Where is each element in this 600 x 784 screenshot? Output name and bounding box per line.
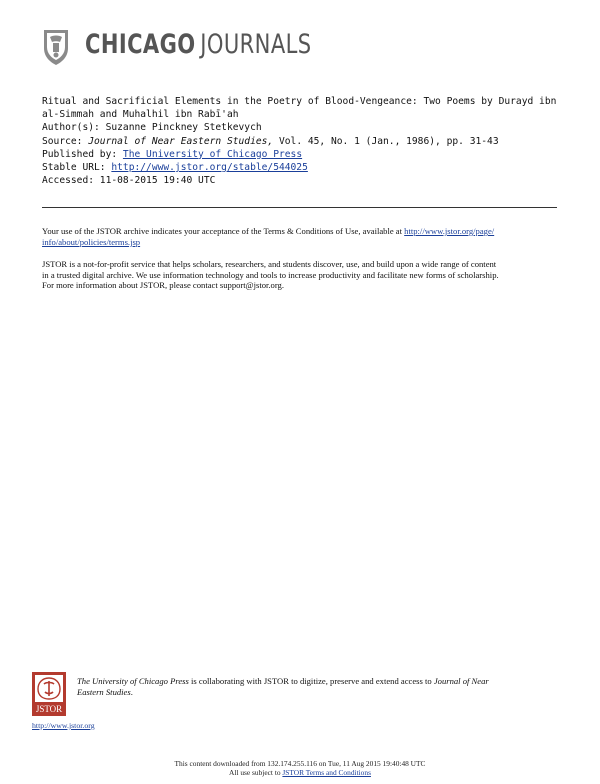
collab-journal-part1: Journal of Near bbox=[433, 676, 489, 686]
download-footer bbox=[0, 759, 600, 777]
source-prefix: Source: bbox=[42, 135, 89, 147]
terms-text: Your use of the JSTOR archive indicates your acceptance of the Terms & Conditions of Use, available at bbox=[42, 226, 405, 236]
collaboration-statement bbox=[77, 676, 567, 698]
stable-url-prefix: Stable URL: bbox=[42, 162, 112, 174]
article-title-line-1: Ritual and Sacrificial Elements in the Poetry of Blood-Vengeance: Two Poems by Durayd ibn bbox=[42, 96, 557, 107]
jstor-logo-text: JSTOR bbox=[35, 704, 63, 714]
accessed-line: Accessed: 11-08-2015 19:40 UTC bbox=[42, 175, 216, 187]
divider-top bbox=[42, 207, 557, 208]
about-jstor bbox=[42, 259, 557, 291]
stable-url-link[interactable]: http://www.jstor.org/stable/544025 bbox=[111, 162, 308, 174]
collab-end: . bbox=[130, 687, 133, 697]
footer-prefix: All use subject to bbox=[229, 768, 283, 777]
jstor-home-link[interactable]: http://www.jstor.org bbox=[32, 721, 95, 730]
about-line-2: in a trusted digital archive. We use information technology and tools to increase productivity and facilitate new forms of scholarship. bbox=[42, 269, 499, 280]
jstor-logo-icon[interactable] bbox=[32, 672, 66, 716]
author-line: Author(s): Suzanne Pinckney Stetkevych bbox=[42, 122, 262, 134]
citation-block bbox=[42, 95, 557, 187]
about-line-1: JSTOR is a not-for-profit service that helps scholars, researchers, and students discover, use, and build upon a wide range of content bbox=[42, 259, 497, 269]
source-journal: Journal of Near Eastern Studies, bbox=[88, 135, 274, 147]
terms-link-part1[interactable]: http://www.jstor.org/page/ bbox=[404, 226, 495, 236]
footer-line-1: This content downloaded from 132.174.255.116 on Tue, 11 Aug 2015 19:40:48 UTC bbox=[174, 759, 426, 768]
terms-notice bbox=[42, 226, 557, 247]
stable-url-line bbox=[42, 161, 541, 174]
about-line-3: For more information about JSTOR, please contact support@jstor.org. bbox=[42, 280, 284, 291]
collab-text: is collaborating with JSTOR to digitize, preserve and extend access to bbox=[188, 676, 434, 686]
brand-word-journals: JOURNALS bbox=[200, 29, 312, 60]
footer-line-2 bbox=[0, 768, 600, 777]
source-line bbox=[42, 135, 541, 148]
collab-journal-part2: Eastern Studies bbox=[77, 687, 131, 697]
source-details: Vol. 45, No. 1 (Jan., 1986), pp. 31-43 bbox=[273, 135, 499, 147]
chicago-seal-icon bbox=[41, 28, 71, 66]
publisher-line bbox=[42, 148, 541, 161]
terms-link-part2[interactable]: info/about/policies/terms.jsp bbox=[42, 236, 141, 247]
brand-word-chicago: CHICAGO bbox=[85, 29, 196, 60]
article-title-line-2: al-Simmah and Muhalhil ibn Rabī'ah bbox=[42, 109, 239, 121]
footer-terms-link[interactable]: JSTOR Terms and Conditions bbox=[282, 768, 371, 777]
brand-wordmark bbox=[85, 29, 312, 60]
collab-press: The University of Chicago Press bbox=[77, 676, 189, 686]
publisher-link[interactable]: The University of Chicago Press bbox=[122, 148, 303, 160]
publisher-prefix: Published by: bbox=[42, 148, 123, 160]
